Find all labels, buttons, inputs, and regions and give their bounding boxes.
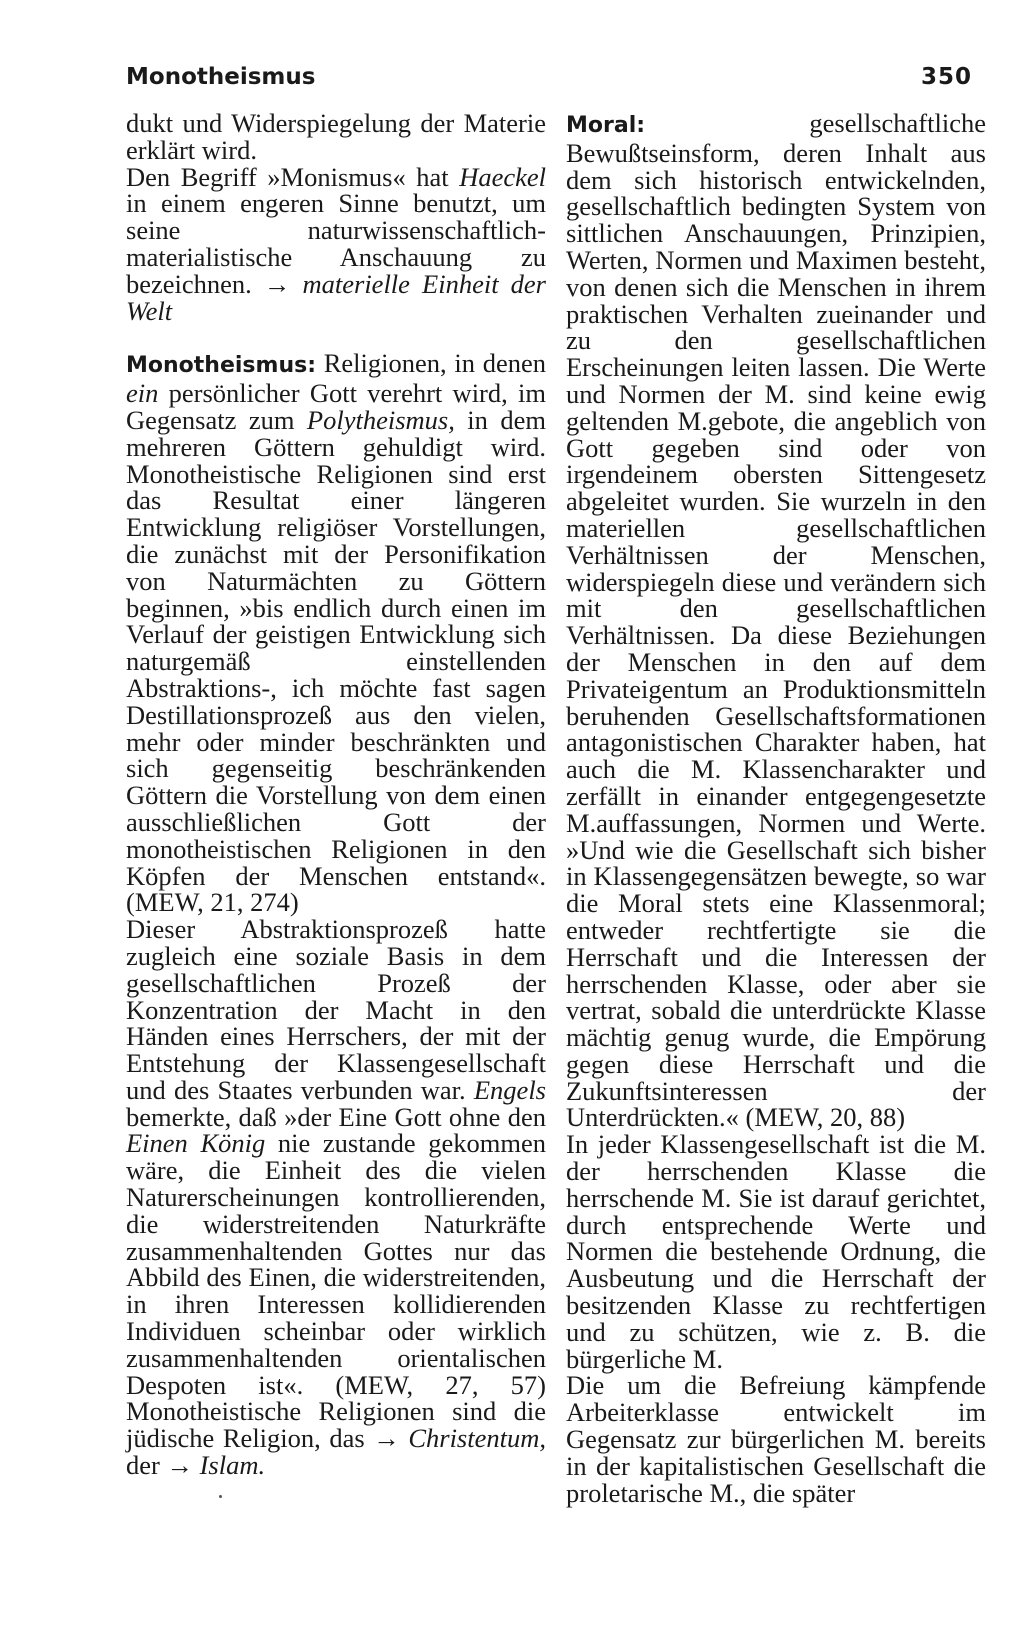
- paragraph-abstraktionsprozess: [126, 916, 546, 1479]
- headword-monotheismus: Monotheismus:: [126, 353, 316, 379]
- paragraph-continuation: dukt und Widerspiegelung der Materie erklärt wird.: [126, 108, 546, 165]
- left-column: [126, 110, 546, 1479]
- emphasis-ein: ein: [126, 378, 159, 409]
- running-head: Monotheismus: [126, 64, 316, 90]
- cross-reference-christentum[interactable]: Christentum,: [408, 1423, 546, 1454]
- paragraph-arbeiterklasse: Die um die Befreiung kämpfende Arbeiterklasse entwickelt im Gegensatz zur bürgerlichen M. bereits in der kapitalistischen Gesellschaft die proletarische M., die später: [566, 1370, 986, 1508]
- paragraph-klassengesellschaft: In jeder Klassengesellschaft ist die M. der herrschenden Klasse die herrschende M. Sie ist darauf gerichtet, durch entsprechende Werte und Normen die bestehende Ordnung, die Ausbeutung und die Herrschaft der besitzenden Klasse zu rechtfertigen und zu schützen, wie z. B. die bürgerliche M.: [566, 1129, 986, 1374]
- text-run: in einem engeren Sinne benutzt, um seine naturwissenschaftlich-materialistische Anschauung zu bezeichnen.: [126, 188, 546, 299]
- entry-gap: [126, 324, 546, 350]
- text-run: Dieser Abstraktionsprozeß hatte zugleich eine soziale Basis in dem gesellschaftlichen Prozeß der Konzentration der Macht in den Händen eines Herrschers, der mit der Entstehung der Klassengesellschaft und des Staates verbunden war.: [126, 914, 546, 1105]
- text-run: der: [126, 1450, 167, 1481]
- entry-monotheismus: [126, 350, 546, 916]
- page-number: 350: [920, 64, 972, 90]
- right-column: [566, 110, 986, 1506]
- arrow-icon: →: [373, 1423, 400, 1454]
- text-run: Religionen, in denen: [316, 348, 546, 379]
- text-run: bemerkte, daß »der Eine Gott ohne den: [126, 1101, 546, 1132]
- name-engels: Engels: [473, 1074, 546, 1105]
- text-run: Den Begriff »Monismus« hat: [126, 161, 460, 192]
- text-run: nie zustande gekommen wäre, die Einheit des die vielen Naturerscheinungen kontrollierenden, die widerstreitenden Naturkräfte zusammenhaltenden Gottes nur das Abbild des Einen, die widerstreitenden, in ihren Interessen kollidierenden Individuen scheinbar oder wirklich zusammenhaltenden orientalischen Despoten ist«. (MEW, 27, 57) Monotheistische Religionen sind die jüdische Religion, das: [126, 1128, 546, 1454]
- headword-moral: Moral:: [566, 113, 646, 138]
- arrow-icon: →: [166, 1450, 193, 1481]
- text-run: persönlicher Gott verehrt wird, im Gegensatz zum: [126, 378, 546, 435]
- text-run: gesellschaftliche Bewußtseinsform, deren Inhalt aus dem sich historisch entwickelnden, gesellschaftlich bedingten System von sittlichen Anschauungen, Prinzipien, Werten, Normen und Maximen besteht, von denen sich die Menschen in ihrem praktischen Verhalten zueinander und zu den gesellschaftlichen Erscheinungen leiten lassen. Die Werte und Normen der M. sind keine ewig geltenden M.gebote, die angeblich von Gott gegeben sind oder von irgendeinem obersten Sittengesetz abgeleitet wurden. Sie wurzeln in den materiellen gesellschaftlichen Verhältnissen der Menschen, widerspiegeln diese und verändern sich mit den gesellschaftlichen Verhältnissen. Da diese Beziehungen der Menschen in den auf dem Privateigentum an Produktionsmitteln beruhenden Gesellschaftsformationen antagonistischen Charakter haben, hat auch die M. Klassencharakter und zerfällt in einander entgegengesetzte M.auffassungen, Normen und Werte. »Und wie die Gesellschaft sich bisher in Klassengegensätzen bewegte, so war die Moral stets eine Klassenmoral; entweder rechtfertigte sie die Herrschaft und die Interessen der herrschenden Klasse, oder aber sie vertrat, sobald die unterdrückte Klasse mächtig genug wurde, die Empörung gegen diese Herrschaft und die Zukunftsinteressen der Unterdrückten.« (MEW, 20, 88): [566, 108, 986, 1133]
- print-speck: [219, 1495, 222, 1498]
- name-haeckel: Haeckel: [459, 161, 546, 192]
- cross-reference-polytheismus[interactable]: Polytheismus,: [306, 404, 455, 435]
- paragraph-monismus: [126, 161, 546, 326]
- arrow-icon: →: [263, 268, 291, 299]
- cross-reference-islam[interactable]: Islam.: [199, 1450, 266, 1481]
- emphasis-einen-koenig: Einen König: [126, 1128, 266, 1159]
- text-run: in dem mehreren Göttern gehuldigt wird. Monotheistische Religionen sind erst das Resultat einer längeren Entwicklung religiöser Vorstellungen, die zunächst mit der Personifikation von Naturmächten zu Göttern beginnen, »bis endlich durch einen im Verlauf der geistigen Entwicklung sich naturgemäß einstellenden Abstraktions-, ich möchte fast sagen Destillationsprozeß aus den vielen, mehr oder minder beschränkten und sich gegenseitig beschränkenden Göttern die Vorstellung von dem einen ausschließlichen Gott der monotheistischen Religionen in den Köpfen der Menschen entstand«. (MEW, 21, 274): [126, 404, 546, 918]
- cross-reference-materielle-einheit[interactable]: materielle Einheit der Welt: [126, 268, 546, 326]
- page-header: [126, 58, 972, 98]
- entry-moral: [566, 110, 986, 1131]
